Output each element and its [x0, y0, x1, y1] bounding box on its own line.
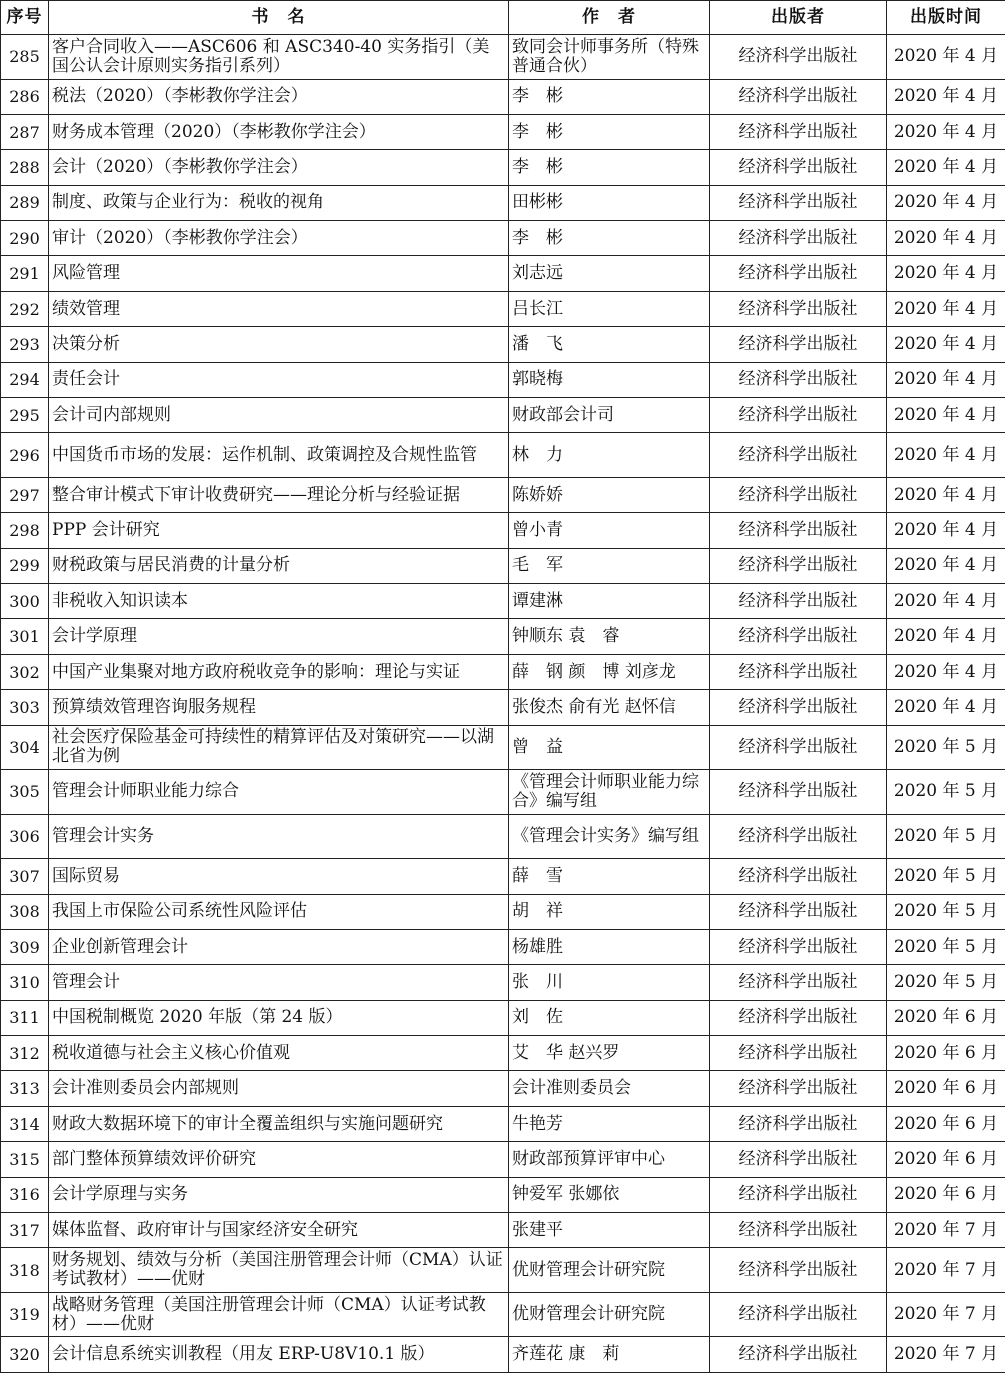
table-row	[1, 1213, 1005, 1248]
cell-publisher: 经济科学出版社	[710, 35, 887, 80]
cell-publisher: 经济科学出版社	[710, 814, 887, 859]
table-row	[1, 1248, 1005, 1293]
table-row	[1, 477, 1005, 512]
cell-publisher: 经济科学出版社	[710, 725, 887, 770]
cell-index: 316	[1, 1177, 49, 1212]
cell-title: 审计（2020）（李彬教你学注会）	[49, 221, 509, 256]
table-row	[1, 1000, 1005, 1035]
cell-date: 2020 年 5 月	[887, 725, 1005, 770]
table-row	[1, 291, 1005, 326]
table-row	[1, 256, 1005, 291]
cell-index: 287	[1, 114, 49, 149]
cell-title: 会计学原理与实务	[49, 1177, 509, 1212]
cell-index: 298	[1, 513, 49, 548]
cell-author: 胡 祥	[509, 894, 710, 929]
cell-author: 曾小青	[509, 513, 710, 548]
cell-title: 中国税制概览 2020 年版（第 24 版）	[49, 1000, 509, 1035]
cell-publisher: 经济科学出版社	[710, 1337, 887, 1372]
cell-author: 陈娇娇	[509, 477, 710, 512]
cell-date: 2020 年 6 月	[887, 1000, 1005, 1035]
cell-publisher: 经济科学出版社	[710, 327, 887, 362]
cell-publisher: 经济科学出版社	[710, 770, 887, 815]
cell-index: 317	[1, 1213, 49, 1248]
cell-title: 部门整体预算绩效评价研究	[49, 1142, 509, 1177]
table-row	[1, 725, 1005, 770]
cell-title: 制度、政策与企业行为：税收的视角	[49, 185, 509, 220]
cell-date: 2020 年 4 月	[887, 513, 1005, 548]
cell-title: 会计准则委员会内部规则	[49, 1071, 509, 1106]
table-body	[1, 35, 1005, 1373]
table-row	[1, 114, 1005, 149]
cell-author: 林 力	[509, 433, 710, 478]
cell-publisher: 经济科学出版社	[710, 965, 887, 1000]
cell-index: 309	[1, 929, 49, 964]
cell-date: 2020 年 6 月	[887, 1036, 1005, 1071]
table-row	[1, 150, 1005, 185]
cell-title: 非税收入知识读本	[49, 584, 509, 619]
cell-publisher: 经济科学出版社	[710, 291, 887, 326]
cell-publisher: 经济科学出版社	[710, 1142, 887, 1177]
cell-author: 郭晓梅	[509, 362, 710, 397]
cell-title: 会计学原理	[49, 619, 509, 654]
cell-index: 296	[1, 433, 49, 478]
cell-publisher: 经济科学出版社	[710, 398, 887, 433]
cell-date: 2020 年 5 月	[887, 814, 1005, 859]
cell-index: 313	[1, 1071, 49, 1106]
cell-author: 潘 飞	[509, 327, 710, 362]
cell-date: 2020 年 6 月	[887, 1071, 1005, 1106]
cell-publisher: 经济科学出版社	[710, 894, 887, 929]
cell-date: 2020 年 4 月	[887, 185, 1005, 220]
cell-author: 致同会计师事务所（特殊普通合伙）	[509, 35, 710, 80]
cell-title: 客户合同收入——ASC606 和 ASC340-40 实务指引（美国公认会计原则实务指引系列）	[49, 35, 509, 80]
cell-publisher: 经济科学出版社	[710, 114, 887, 149]
cell-title: 管理会计师职业能力综合	[49, 770, 509, 815]
cell-author: 李 彬	[509, 79, 710, 114]
table-row	[1, 619, 1005, 654]
cell-author: 吕长江	[509, 291, 710, 326]
table-row	[1, 859, 1005, 894]
cell-title: 媒体监督、政府审计与国家经济安全研究	[49, 1213, 509, 1248]
cell-author: 李 彬	[509, 114, 710, 149]
cell-author: 刘 佐	[509, 1000, 710, 1035]
table-row	[1, 221, 1005, 256]
cell-date: 2020 年 4 月	[887, 150, 1005, 185]
table-row	[1, 690, 1005, 725]
cell-publisher: 经济科学出版社	[710, 256, 887, 291]
cell-index: 300	[1, 584, 49, 619]
cell-title: 管理会计	[49, 965, 509, 1000]
table-row	[1, 35, 1005, 80]
cell-title: 国际贸易	[49, 859, 509, 894]
header-publisher: 出版者	[710, 1, 887, 35]
cell-title: 财政大数据环境下的审计全覆盖组织与实施问题研究	[49, 1106, 509, 1141]
cell-author: 谭建淋	[509, 584, 710, 619]
cell-index: 306	[1, 814, 49, 859]
cell-author: 李 彬	[509, 221, 710, 256]
cell-publisher: 经济科学出版社	[710, 1292, 887, 1337]
cell-date: 2020 年 6 月	[887, 1142, 1005, 1177]
cell-author: 牛艳芳	[509, 1106, 710, 1141]
table-row	[1, 513, 1005, 548]
cell-date: 2020 年 6 月	[887, 1177, 1005, 1212]
cell-author: 齐莲花 康 莉	[509, 1337, 710, 1372]
cell-index: 315	[1, 1142, 49, 1177]
table-row	[1, 1106, 1005, 1141]
cell-date: 2020 年 4 月	[887, 114, 1005, 149]
table-row	[1, 1071, 1005, 1106]
cell-index: 292	[1, 291, 49, 326]
cell-index: 311	[1, 1000, 49, 1035]
table-row	[1, 185, 1005, 220]
cell-index: 312	[1, 1036, 49, 1071]
cell-index: 303	[1, 690, 49, 725]
cell-date: 2020 年 4 月	[887, 690, 1005, 725]
cell-date: 2020 年 4 月	[887, 221, 1005, 256]
cell-author: 薛 钢 颜 博 刘彦龙	[509, 654, 710, 689]
cell-publisher: 经济科学出版社	[710, 654, 887, 689]
table-row	[1, 814, 1005, 859]
cell-publisher: 经济科学出版社	[710, 1036, 887, 1071]
cell-author: 《管理会计师职业能力综合》编写组	[509, 770, 710, 815]
cell-index: 289	[1, 185, 49, 220]
cell-title: 预算绩效管理咨询服务规程	[49, 690, 509, 725]
cell-index: 301	[1, 619, 49, 654]
cell-author: 杨雄胜	[509, 929, 710, 964]
table-row	[1, 398, 1005, 433]
cell-index: 319	[1, 1292, 49, 1337]
cell-date: 2020 年 4 月	[887, 654, 1005, 689]
cell-publisher: 经济科学出版社	[710, 150, 887, 185]
table-row	[1, 654, 1005, 689]
table-row	[1, 548, 1005, 583]
cell-publisher: 经济科学出版社	[710, 619, 887, 654]
cell-title: 中国货币市场的发展：运作机制、政策调控及合规性监管	[49, 433, 509, 478]
cell-title: 会计司内部规则	[49, 398, 509, 433]
cell-author: 薛 雪	[509, 859, 710, 894]
cell-date: 2020 年 7 月	[887, 1248, 1005, 1293]
cell-author: 曾 益	[509, 725, 710, 770]
cell-index: 305	[1, 770, 49, 815]
cell-date: 2020 年 4 月	[887, 35, 1005, 80]
cell-author: 财政部会计司	[509, 398, 710, 433]
table-row	[1, 1292, 1005, 1337]
table-row	[1, 584, 1005, 619]
cell-title: 管理会计实务	[49, 814, 509, 859]
table-row	[1, 79, 1005, 114]
cell-publisher: 经济科学出版社	[710, 690, 887, 725]
cell-date: 2020 年 7 月	[887, 1292, 1005, 1337]
table-row	[1, 433, 1005, 478]
cell-index: 308	[1, 894, 49, 929]
cell-author: 会计准则委员会	[509, 1071, 710, 1106]
cell-title: 责任会计	[49, 362, 509, 397]
table-row	[1, 929, 1005, 964]
cell-author: 张建平	[509, 1213, 710, 1248]
table-row	[1, 894, 1005, 929]
cell-index: 294	[1, 362, 49, 397]
cell-author: 张 川	[509, 965, 710, 1000]
cell-publisher: 经济科学出版社	[710, 548, 887, 583]
cell-title: 税收道德与社会主义核心价值观	[49, 1036, 509, 1071]
cell-title: 战略财务管理（美国注册管理会计师（CMA）认证考试教材）——优财	[49, 1292, 509, 1337]
cell-publisher: 经济科学出版社	[710, 513, 887, 548]
table-row	[1, 362, 1005, 397]
cell-publisher: 经济科学出版社	[710, 185, 887, 220]
cell-index: 320	[1, 1337, 49, 1372]
cell-title: 会计信息系统实训教程（用友 ERP-U8V10.1 版）	[49, 1337, 509, 1372]
header-date: 出版时间	[887, 1, 1005, 35]
cell-author: 张俊杰 俞有光 赵怀信	[509, 690, 710, 725]
cell-index: 307	[1, 859, 49, 894]
cell-date: 2020 年 4 月	[887, 433, 1005, 478]
cell-publisher: 经济科学出版社	[710, 1000, 887, 1035]
cell-index: 291	[1, 256, 49, 291]
table-header-row	[1, 1, 1005, 35]
cell-title: 社会医疗保险基金可持续性的精算评估及对策研究——以湖北省为例	[49, 725, 509, 770]
cell-index: 293	[1, 327, 49, 362]
cell-title: 风险管理	[49, 256, 509, 291]
table-row	[1, 1036, 1005, 1071]
cell-title: 税法（2020）（李彬教你学注会）	[49, 79, 509, 114]
cell-author: 《管理会计实务》编写组	[509, 814, 710, 859]
cell-title: 中国产业集聚对地方政府税收竞争的影响：理论与实证	[49, 654, 509, 689]
cell-author: 刘志远	[509, 256, 710, 291]
cell-title: 会计（2020）（李彬教你学注会）	[49, 150, 509, 185]
cell-date: 2020 年 4 月	[887, 362, 1005, 397]
table-row	[1, 770, 1005, 815]
cell-author: 钟爱军 张娜依	[509, 1177, 710, 1212]
cell-date: 2020 年 4 月	[887, 619, 1005, 654]
cell-date: 2020 年 6 月	[887, 1106, 1005, 1141]
table-row	[1, 1142, 1005, 1177]
table-row	[1, 327, 1005, 362]
cell-title: 财务规划、绩效与分析（美国注册管理会计师（CMA）认证考试教材）——优财	[49, 1248, 509, 1293]
cell-author: 艾 华 赵兴罗	[509, 1036, 710, 1071]
table-row	[1, 1177, 1005, 1212]
cell-title: 绩效管理	[49, 291, 509, 326]
cell-publisher: 经济科学出版社	[710, 1177, 887, 1212]
cell-date: 2020 年 5 月	[887, 894, 1005, 929]
cell-index: 286	[1, 79, 49, 114]
cell-date: 2020 年 4 月	[887, 477, 1005, 512]
cell-author: 田彬彬	[509, 185, 710, 220]
cell-publisher: 经济科学出版社	[710, 584, 887, 619]
cell-index: 314	[1, 1106, 49, 1141]
header-index: 序号	[1, 1, 49, 35]
cell-publisher: 经济科学出版社	[710, 1071, 887, 1106]
cell-title: 企业创新管理会计	[49, 929, 509, 964]
table-row	[1, 965, 1005, 1000]
cell-publisher: 经济科学出版社	[710, 1248, 887, 1293]
cell-author: 财政部预算评审中心	[509, 1142, 710, 1177]
cell-author: 毛 军	[509, 548, 710, 583]
cell-publisher: 经济科学出版社	[710, 477, 887, 512]
cell-title: 我国上市保险公司系统性风险评估	[49, 894, 509, 929]
cell-date: 2020 年 7 月	[887, 1213, 1005, 1248]
cell-publisher: 经济科学出版社	[710, 221, 887, 256]
cell-title: 整合审计模式下审计收费研究——理论分析与经验证据	[49, 477, 509, 512]
cell-title: 财税政策与居民消费的计量分析	[49, 548, 509, 583]
cell-date: 2020 年 4 月	[887, 548, 1005, 583]
cell-index: 302	[1, 654, 49, 689]
cell-publisher: 经济科学出版社	[710, 859, 887, 894]
cell-index: 304	[1, 725, 49, 770]
cell-title: PPP 会计研究	[49, 513, 509, 548]
cell-index: 297	[1, 477, 49, 512]
cell-index: 310	[1, 965, 49, 1000]
cell-publisher: 经济科学出版社	[710, 433, 887, 478]
cell-publisher: 经济科学出版社	[710, 1106, 887, 1141]
cell-index: 299	[1, 548, 49, 583]
header-author: 作 者	[509, 1, 710, 35]
cell-date: 2020 年 5 月	[887, 859, 1005, 894]
cell-date: 2020 年 4 月	[887, 327, 1005, 362]
cell-index: 290	[1, 221, 49, 256]
cell-date: 2020 年 4 月	[887, 398, 1005, 433]
cell-publisher: 经济科学出版社	[710, 362, 887, 397]
table-row	[1, 1337, 1005, 1372]
cell-date: 2020 年 5 月	[887, 965, 1005, 1000]
cell-publisher: 经济科学出版社	[710, 1213, 887, 1248]
cell-index: 285	[1, 35, 49, 80]
cell-publisher: 经济科学出版社	[710, 929, 887, 964]
cell-date: 2020 年 4 月	[887, 79, 1005, 114]
cell-title: 财务成本管理（2020）（李彬教你学注会）	[49, 114, 509, 149]
cell-date: 2020 年 5 月	[887, 929, 1005, 964]
header-title: 书 名	[49, 1, 509, 35]
cell-author: 优财管理会计研究院	[509, 1292, 710, 1337]
cell-index: 288	[1, 150, 49, 185]
cell-author: 优财管理会计研究院	[509, 1248, 710, 1293]
cell-date: 2020 年 4 月	[887, 256, 1005, 291]
cell-title: 决策分析	[49, 327, 509, 362]
cell-date: 2020 年 4 月	[887, 291, 1005, 326]
cell-date: 2020 年 7 月	[887, 1337, 1005, 1372]
cell-date: 2020 年 4 月	[887, 584, 1005, 619]
cell-index: 295	[1, 398, 49, 433]
cell-publisher: 经济科学出版社	[710, 79, 887, 114]
cell-date: 2020 年 5 月	[887, 770, 1005, 815]
cell-index: 318	[1, 1248, 49, 1293]
cell-author: 李 彬	[509, 150, 710, 185]
cell-author: 钟顺东 袁 睿	[509, 619, 710, 654]
